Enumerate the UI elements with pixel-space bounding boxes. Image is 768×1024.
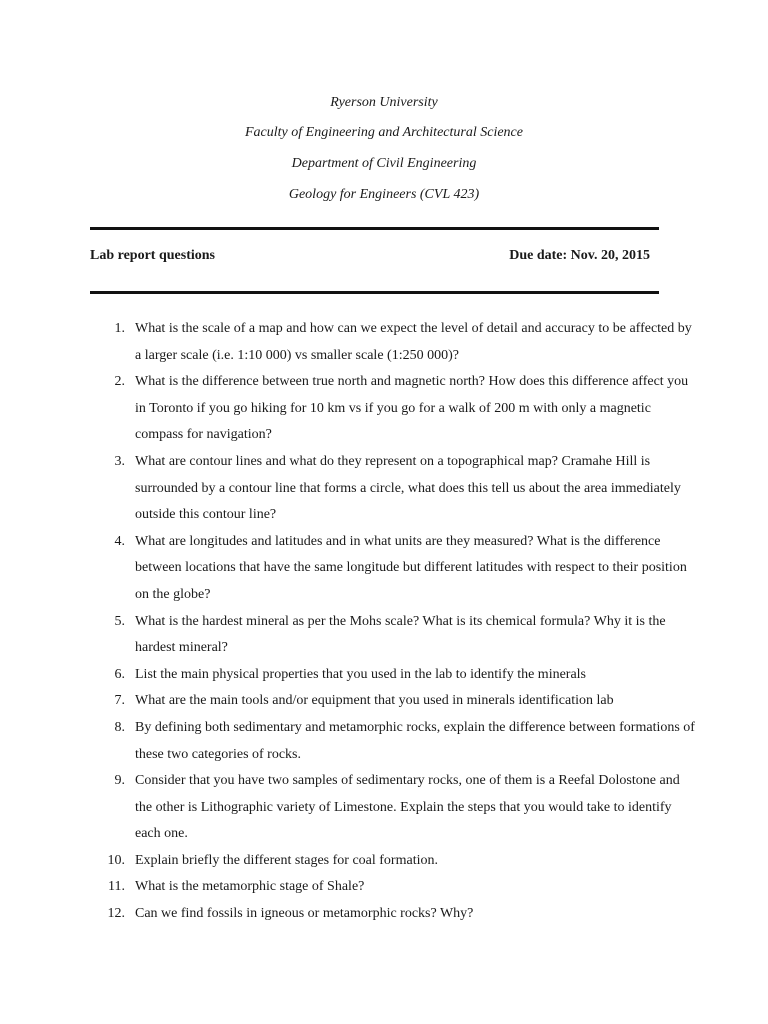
question-number: 10. <box>107 852 125 868</box>
question-number: 5. <box>114 613 125 629</box>
question-text: By defining both sedimentary and metamorphic rocks, explain the difference between formations of these two categories of rocks. <box>135 719 695 762</box>
question-item <box>90 874 700 901</box>
question-item <box>90 449 700 529</box>
question-text: What is the metamorphic stage of Shale? <box>135 879 365 895</box>
course-name: Geology for Engineers (CVL 423) <box>288 187 480 202</box>
question-text: What is the hardest mineral as per the Mohs scale? What is its chemical formula? Why it is the hardest mineral? <box>135 613 666 656</box>
question-text: What are contour lines and what do they represent on a topographical map? Cramahe Hill is surrounded by a contour line that forms a circle, what does this tell us about the area immediately outside this contour line? <box>135 453 681 523</box>
question-text: Explain briefly the different stages for coal formation. <box>135 852 438 868</box>
question-number: 8. <box>114 719 125 735</box>
question-text: What is the scale of a map and how can we expect the level of detail and accuracy to be affected by a larger scale (i.e. 1:10 000) vs smaller scale (1:250 000)? <box>135 321 692 363</box>
report-title: Lab report questions <box>90 248 215 263</box>
question-list <box>90 316 700 928</box>
department-name: Department of Civil Engineering <box>291 156 477 171</box>
question-number: 6. <box>114 666 125 682</box>
top-divider <box>90 227 659 230</box>
question-text: What are the main tools and/or equipment that you used in minerals identification lab <box>135 693 614 709</box>
question-number: 4. <box>114 533 125 549</box>
question-item <box>90 662 700 689</box>
question-number: 3. <box>114 453 125 469</box>
question-text: What are longitudes and latitudes and in what units are they measured? What is the difference between locations that have the same longitude but different latitudes with respect to their position on the globe? <box>135 533 687 602</box>
question-number: 9. <box>114 773 125 789</box>
question-item <box>90 715 700 768</box>
question-item <box>90 369 700 449</box>
question-item <box>90 848 700 875</box>
question-item <box>90 768 700 848</box>
faculty-name: Faculty of Engineering and Architectural Science <box>245 125 523 140</box>
question-number: 11. <box>108 879 125 895</box>
question-item <box>90 316 700 369</box>
university-name: Ryerson University <box>330 95 438 110</box>
question-text: What is the difference between true north and magnetic north? How does this difference affect you in Toronto if you go hiking for 10 km vs if you go for a walk of 200 m with only a magnetic compass for navigation? <box>135 374 689 443</box>
question-item <box>90 609 700 662</box>
question-text: List the main physical properties that you used in the lab to identify the minerals <box>135 666 587 682</box>
question-item <box>90 688 700 715</box>
question-number: 2. <box>114 374 125 390</box>
question-item <box>90 529 700 609</box>
question-text: Can we find fossils in igneous or metamorphic rocks? Why? <box>135 906 474 922</box>
question-item <box>90 901 700 928</box>
bottom-divider <box>90 291 659 294</box>
question-number: 1. <box>114 321 125 336</box>
question-number: 12. <box>107 906 125 922</box>
question-number: 7. <box>114 693 125 709</box>
question-text: Consider that you have two samples of sedimentary rocks, one of them is a Reefal Dolostone and the other is Lithographic variety of Limestone. Explain the steps that you would take to identify each one. <box>135 773 680 842</box>
due-date: Due date: Nov. 20, 2015 <box>509 248 650 263</box>
